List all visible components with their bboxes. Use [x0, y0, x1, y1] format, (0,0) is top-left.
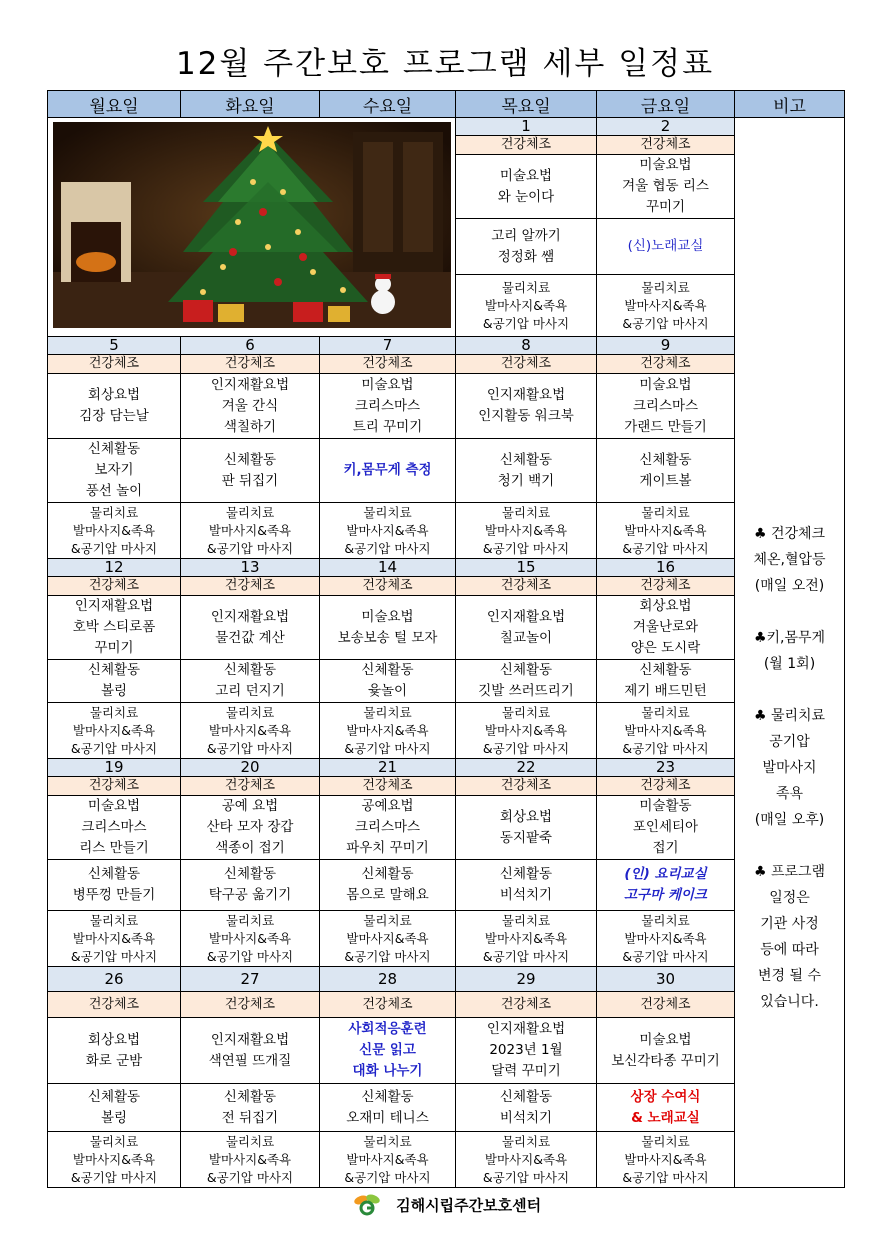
day-number: 2	[597, 118, 735, 136]
activity-cell: 미술요법 겨울 협동 리스 꾸미기	[597, 155, 735, 219]
physical-therapy: 물리치료 발마사지&족욕 &공기압 마사지	[320, 703, 456, 759]
header-fri: 금요일	[597, 91, 735, 118]
day-number: 14	[320, 559, 456, 577]
physical-therapy: 물리치료 발마사지&족욕 &공기압 마사지	[48, 911, 181, 967]
activity-cell: 상장 수여식 & 노래교실	[597, 1084, 735, 1132]
physical-therapy: 물리치료 발마사지&족욕 &공기압 마사지	[597, 275, 735, 337]
note-program: ♣ 프로그램	[753, 863, 826, 880]
activity-cell: 회상요법 김장 담는날	[48, 374, 181, 439]
physical-therapy: 물리치료 발마사지&족욕 &공기압 마사지	[320, 503, 456, 559]
physical-therapy: 물리치료 발마사지&족욕 &공기압 마사지	[181, 911, 320, 967]
day-number: 28	[320, 967, 456, 992]
activity-cell: 신체활동 병뚜껑 만들기	[48, 860, 181, 911]
physical-therapy: 물리치료 발마사지&족욕 &공기압 마사지	[320, 1132, 456, 1188]
activity-cell: 사회적응훈련 신문 읽고 대화 나누기	[320, 1018, 456, 1084]
activity-cell: 인지재활요법 칠교놀이	[456, 596, 597, 660]
health-exercise: 건강체조	[597, 777, 735, 796]
activity-cell: 미술요법 와 눈이다	[456, 155, 597, 219]
note-line: 변경 될 수	[758, 967, 821, 984]
activity-cell: 신체활동 청기 백기	[456, 439, 597, 503]
activity-cell: 공예요법 크리스마스 파우치 꾸미기	[320, 796, 456, 860]
health-exercise: 건강체조	[48, 577, 181, 596]
day-number: 20	[181, 759, 320, 777]
day-number: 9	[597, 337, 735, 355]
day-number: 5	[48, 337, 181, 355]
activity-cell: 인지재활요법 겨울 간식 색칠하기	[181, 374, 320, 439]
physical-therapy: 물리치료 발마사지&족욕 &공기압 마사지	[456, 1132, 597, 1188]
physical-therapy: 물리치료 발마사지&족욕 &공기압 마사지	[48, 503, 181, 559]
center-logo-icon	[349, 1192, 385, 1220]
activity-cell: 신체활동 볼링	[48, 1084, 181, 1132]
activity-cell: 신체활동 고리 던지기	[181, 660, 320, 703]
activity-cell: 신체활동 깃발 쓰러뜨리기	[456, 660, 597, 703]
activity-cell: 공예 요법 산타 모자 장갑 색종이 접기	[181, 796, 320, 860]
physical-therapy: 물리치료 발마사지&족욕 &공기압 마사지	[48, 1132, 181, 1188]
note-line: (월 1회)	[763, 655, 816, 672]
health-exercise: 건강체조	[48, 355, 181, 374]
note-line: 있습니다.	[760, 993, 819, 1010]
note-line: 일정은	[769, 889, 810, 906]
activity-cell: 회상요법 화로 군밤	[48, 1018, 181, 1084]
health-exercise: 건강체조	[456, 577, 597, 596]
activity-cell: 인지재활요법 호박 스티로폼 꾸미기	[48, 596, 181, 660]
health-exercise: 건강체조	[456, 355, 597, 374]
day-number: 1	[456, 118, 597, 136]
physical-therapy: 물리치료 발마사지&족욕 &공기압 마사지	[597, 503, 735, 559]
activity-cell: 신체활동 탁구공 옮기기	[181, 860, 320, 911]
day-number: 15	[456, 559, 597, 577]
footer	[0, 1192, 890, 1220]
activity-cell: 신체활동 볼링	[48, 660, 181, 703]
activity-cell: 키,몸무게 측정	[320, 439, 456, 503]
activity-cell: 회상요법 겨울난로와 양은 도시락	[597, 596, 735, 660]
day-number: 27	[181, 967, 320, 992]
christmas-tree-icon	[53, 122, 451, 328]
header-row	[48, 91, 845, 118]
note-line: 등에 따라	[760, 941, 819, 958]
activity-cell: 인지재활요법 2023년 1월 달력 꾸미기	[456, 1018, 597, 1084]
health-exercise: 건강체조	[456, 777, 597, 796]
activity-cell: 인지재활요법 인지활동 워크북	[456, 374, 597, 439]
header-tue: 화요일	[181, 91, 320, 118]
day-number: 21	[320, 759, 456, 777]
activity-cell: 인지재활요법 색연필 뜨개질	[181, 1018, 320, 1084]
note-line: 족욕	[775, 785, 804, 802]
activity-cell: 신체활동 오재미 테니스	[320, 1084, 456, 1132]
activity-cell: (인) 요리교실 고구마 케이크	[597, 860, 735, 911]
physical-therapy: 물리치료 발마사지&족욕 &공기압 마사지	[181, 703, 320, 759]
activity-cell: 신체활동 제기 배드민턴	[597, 660, 735, 703]
physical-therapy: 물리치료 발마사지&족욕 &공기압 마사지	[181, 503, 320, 559]
health-exercise: 건강체조	[320, 992, 456, 1018]
activity-cell: 미술요법 크리스마스 트리 꾸미기	[320, 374, 456, 439]
note-line: 기관 사정	[760, 915, 819, 932]
health-exercise: 건강체조	[48, 992, 181, 1018]
physical-therapy: 물리치료 발마사지&족욕 &공기압 마사지	[320, 911, 456, 967]
day-number: 6	[181, 337, 320, 355]
health-exercise: 건강체조	[320, 577, 456, 596]
physical-therapy: 물리치료 발마사지&족욕 &공기압 마사지	[456, 911, 597, 967]
activity-cell: 미술요법 크리스마스 리스 만들기	[48, 796, 181, 860]
physical-therapy: 물리치료 발마사지&족욕 &공기압 마사지	[597, 1132, 735, 1188]
activity-cell: 신체활동 몸으로 말해요	[320, 860, 456, 911]
activity-cell: 신체활동 판 뒤집기	[181, 439, 320, 503]
day-number: 23	[597, 759, 735, 777]
activity-cell: 신체활동 비석치기	[456, 1084, 597, 1132]
physical-therapy: 물리치료 발마사지&족욕 &공기압 마사지	[597, 703, 735, 759]
activity-cell: 미술활동 포인세티아 접기	[597, 796, 735, 860]
activity-cell: 회상요법 동지팥죽	[456, 796, 597, 860]
note-health-check: ♣ 건강체크	[753, 525, 826, 542]
physical-therapy: 물리치료 발마사지&족욕 &공기압 마사지	[456, 275, 597, 337]
note-physical-therapy: ♣ 물리치료	[753, 707, 826, 724]
health-exercise: 건강체조	[48, 777, 181, 796]
note-line: (매일 오전)	[754, 577, 825, 594]
health-exercise: 건강체조	[181, 992, 320, 1018]
activity-cell: 미술요법 크리스마스 가랜드 만들기	[597, 374, 735, 439]
activity-cell: 신체활동 보자기 풍선 놀이	[48, 439, 181, 503]
day-number: 12	[48, 559, 181, 577]
physical-therapy: 물리치료 발마사지&족욕 &공기압 마사지	[597, 911, 735, 967]
notes-column	[735, 118, 845, 1188]
header-mon: 월요일	[48, 91, 181, 118]
activity-cell: 미술요법 보송보송 털 모자	[320, 596, 456, 660]
day-number: 7	[320, 337, 456, 355]
day-number: 19	[48, 759, 181, 777]
health-exercise: 건강체조	[597, 136, 735, 155]
day-number: 16	[597, 559, 735, 577]
health-exercise: 건강체조	[320, 777, 456, 796]
health-exercise: 건강체조	[597, 577, 735, 596]
health-exercise: 건강체조	[456, 136, 597, 155]
activity-cell: 신체활동 윷놀이	[320, 660, 456, 703]
activity-cell: 신체활동 전 뒤집기	[181, 1084, 320, 1132]
health-exercise: 건강체조	[456, 992, 597, 1018]
note-line: 공기압	[769, 733, 810, 750]
christmas-tree-image	[48, 118, 456, 337]
header-notes: 비고	[735, 91, 845, 118]
health-exercise: 건강체조	[181, 577, 320, 596]
physical-therapy: 물리치료 발마사지&족욕 &공기압 마사지	[48, 703, 181, 759]
note-line: 체온,혈압등	[753, 551, 826, 568]
physical-therapy: 물리치료 발마사지&족욕 &공기압 마사지	[181, 1132, 320, 1188]
day-number: 29	[456, 967, 597, 992]
physical-therapy: 물리치료 발마사지&족욕 &공기압 마사지	[456, 503, 597, 559]
schedule-table	[47, 90, 845, 1188]
health-exercise: 건강체조	[181, 777, 320, 796]
center-name: 김해시립주간보호센터	[396, 1196, 542, 1215]
activity-cell: 신체활동 게이트볼	[597, 439, 735, 503]
day-number: 22	[456, 759, 597, 777]
health-exercise: 건강체조	[597, 355, 735, 374]
day-number: 8	[456, 337, 597, 355]
header-wed: 수요일	[320, 91, 456, 118]
note-line: (매일 오후)	[754, 811, 825, 828]
health-exercise: 건강체조	[181, 355, 320, 374]
note-line: 발마사지	[762, 759, 817, 776]
day-number: 30	[597, 967, 735, 992]
note-height-weight: ♣키,몸무게	[753, 629, 826, 646]
health-exercise: 건강체조	[320, 355, 456, 374]
activity-cell: 인지재활요법 물건값 계산	[181, 596, 320, 660]
activity-cell: 고리 알까기 정정화 쌤	[456, 219, 597, 275]
activity-cell: (신)노래교실	[597, 219, 735, 275]
page-title: 12월 주간보호 프로그램 세부 일정표	[175, 46, 715, 82]
header-thu: 목요일	[456, 91, 597, 118]
activity-cell: 미술요법 보신각타종 꾸미기	[597, 1018, 735, 1084]
day-number: 26	[48, 967, 181, 992]
health-exercise: 건강체조	[597, 992, 735, 1018]
day-number: 13	[181, 559, 320, 577]
physical-therapy: 물리치료 발마사지&족욕 &공기압 마사지	[456, 703, 597, 759]
activity-cell: 신체활동 비석치기	[456, 860, 597, 911]
